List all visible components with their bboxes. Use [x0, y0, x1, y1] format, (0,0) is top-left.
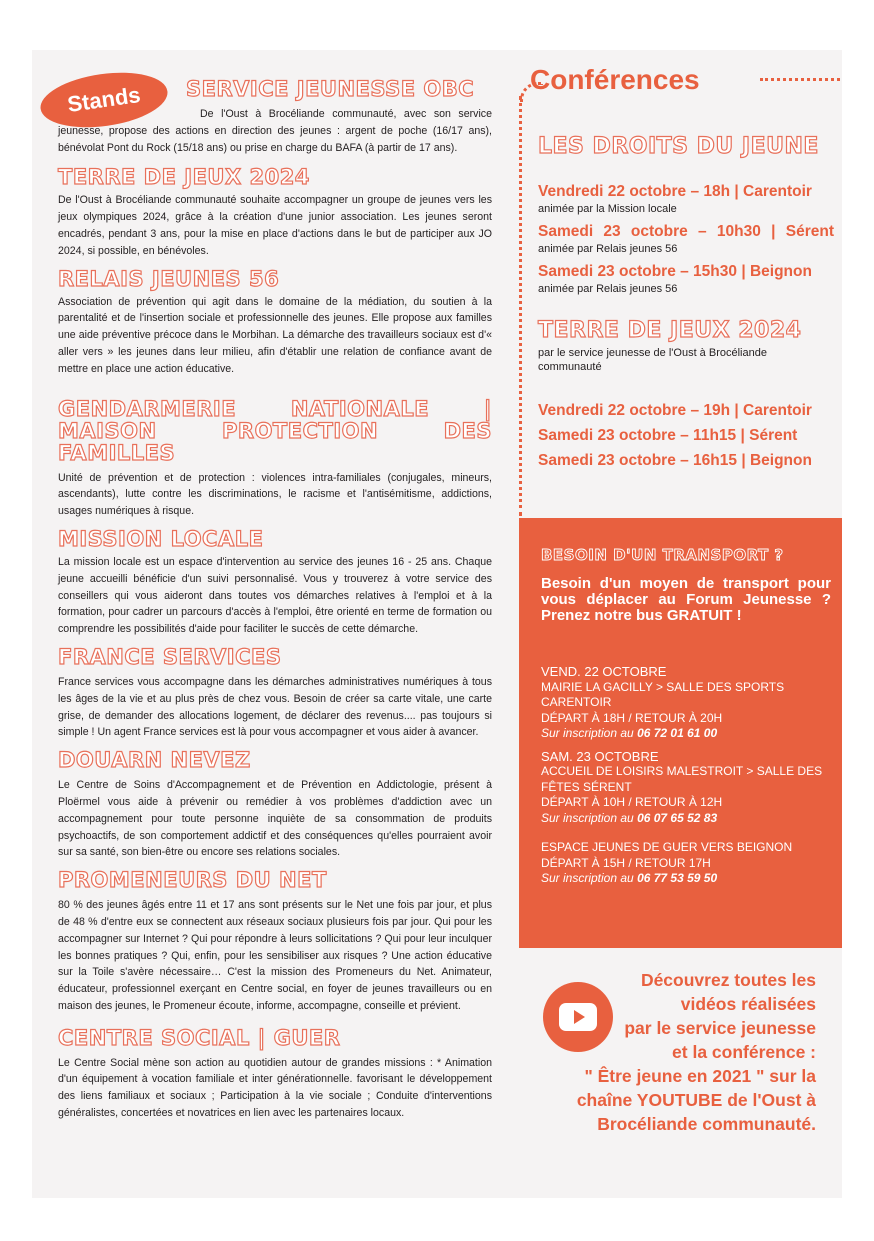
section-text: 80 % des jeunes âgés entre 11 et 17 ans sont présents sur le Net une fois par jour, et plus de 48 % d'entre eux se connectent aux réseaux sociaux plusieurs fois par jour. Qui pour les accompagner sur Internet ? Qui pour répondre à leurs sollicitations ? Qui pour leur inculquer les bonnes pratiques ? Qui, enfin, pour les sensibiliser aux risques ? Une action éducative sur la Toile s'avère nécessaire… C'est la mission des Promeneurs du Net. Animateur, éducateur, professionnel exerçant en Centre social, en foyer de jeunes travailleurs ou en maison des jeunes, le Promeneur écoute, informe, accompagne, conseille et prévient.: [58, 899, 492, 1012]
conference-event: Vendredi 22 octobre – 18h | Carentoir: [538, 183, 812, 200]
conference-subtitle: par le service jeunesse de l'Oust à Brocéliande communauté: [538, 347, 767, 373]
promo-line: par le service jeunesse: [624, 1018, 816, 1038]
trip-times: DÉPART À 10H / RETOUR À 12H: [541, 795, 723, 809]
section-text: Association de prévention qui agit dans le domaine de la médiation, du soutien à la parentalité et de l'insertion sociale et professionnelle des jeunes. Elle propose aux familles une aide préventive précoce dans le Morbihan. La démarche des travailleurs sociaux est d'« aller vers » les jeunes dans leur milieu, afin d'établir une relation de confiance avant de mettre en place une action éducative.: [58, 295, 492, 375]
section-title: GENDARMERIE NATIONALE | MAISON PROTECTION DES FAMILLES: [58, 396, 492, 465]
trip-registration: [541, 726, 836, 742]
conference-event: Samedi 23 octobre – 15h30 | Beignon: [538, 263, 812, 280]
trip-times: DÉPART À 18H / RETOUR À 20H: [541, 710, 723, 725]
stands-column: [58, 78, 492, 1122]
section-text: De l'Oust à Brocéliande communauté souhaite accompagner un groupe de jeunes vers les jeux olympiques 2024, grâce à la création d'une junior association. Les jeunes seront encadrés, pendant 3 ans, pour la mise en place d'actions dans le but de participer aux JO 2024, si possible, en bénévoles.: [58, 194, 492, 257]
conference-host: animée par Relais jeunes 56: [538, 283, 678, 295]
transport-title: BESOIN D'UN TRANSPORT ?: [541, 546, 784, 564]
trip-registration-label: Sur inscription au: [541, 871, 634, 885]
conference-event: Vendredi 22 octobre – 19h | Carentoir: [538, 402, 812, 419]
section-text: Le Centre Social mène son action au quotidien autour de grandes missions : * Animation d'un équipement à vocation familiale et inter générationnelle. favorisant le développement des liens familiaux et sociaux ; Participation à la vie sociale ; Conduite d'interventions généralistes, concertées et novatrices en lien avec les partenaires locaux.: [58, 1056, 492, 1120]
trip-registration-label: Sur inscription au: [541, 726, 634, 740]
trip-day: SAM. 23 OCTOBRE: [541, 748, 659, 764]
conferences-column: [538, 136, 834, 473]
section-title: DOUARN NEVEZ: [58, 748, 251, 773]
promo-line: Brocéliande communauté.: [597, 1114, 816, 1134]
stands-label: Stands: [65, 82, 142, 117]
trip-registration: [541, 811, 836, 827]
promo-line: et la conférence :: [672, 1042, 816, 1062]
promo-line: " Être jeune en 2021 " sur la: [584, 1066, 816, 1086]
conference-title: LES DROITS DU JEUNE: [538, 134, 819, 159]
trip-route: MAIRIE LA GACILLY > SALLE DES SPORTS CARENTOIR: [541, 679, 785, 709]
conference-title: TERRE DE JEUX 2024: [538, 318, 802, 343]
transport-trip-friday: [541, 664, 836, 742]
dotted-line: [760, 78, 840, 81]
section-title: SERVICE JEUNESSE OBC: [186, 77, 475, 101]
trip-phone[interactable]: 06 77 53 59 50: [637, 871, 718, 885]
conference-event: Samedi 23 octobre – 11h15 | Sérent: [538, 427, 798, 444]
trip-registration: [541, 871, 836, 887]
section-text: Le Centre de Soins d'Accompagnement et de Prévention en Addictologie, présent à Ploërmel vous aide à prévenir ou remédier à vos problèmes d'addiction avec un accompagnement pour toute personne inquiète de sa consommation de produits psychoactifs, de son comportement addictif et des conséquences qu'elles pourraient avoir sur sa santé, son bien-être ou encore ses relations sociales.: [58, 779, 492, 859]
transport-schedule: [541, 664, 836, 894]
section-text: De l'Oust à Brocéliande communauté, avec son service jeunesse, propose des actions en direction des jeunes : argent de poche (16/17 ans), bénévolat Pont du Rock (15/18 ans) ou prise en charge du BAFA (à partir de 17 ans).: [58, 108, 492, 154]
transport-trip-guer: [541, 840, 836, 887]
trip-route: ESPACE JEUNES DE GUER VERS BEIGNON: [541, 840, 793, 854]
conference-event: Samedi 23 octobre – 16h15 | Beignon: [538, 452, 812, 469]
trip-route: ACCUEIL DE LOISIRS MALESTROIT > SALLE DES FÊTES SÉRENT: [541, 764, 823, 794]
section-text: La mission locale est un espace d'intervention au service des jeunes 16 - 25 ans. Chaque jeune accueilli bénéficie d'un suivi personnalisé. Vous y trouverez à votre service des conseillers qui vous aideront dans toutes vos démarches relatives à l'emploi et à la formation, pour cadrer un parcours d'accès à l'emploi, être orienté en terme de formation ou comprendre les possibilités d'aide pour faciliter le succès de cette démarche.: [58, 555, 492, 636]
trip-registration-label: Sur inscription au: [541, 810, 634, 825]
dotted-line: [519, 96, 522, 516]
section-title: CENTRE SOCIAL | GUER: [58, 1025, 341, 1050]
section-title: RELAIS JEUNES 56: [58, 266, 280, 291]
transport-box: [519, 518, 842, 948]
section-title: TERRE DE JEUX 2024: [58, 165, 310, 190]
promo-line: Découvrez toutes les: [640, 970, 816, 990]
section-title: MISSION LOCALE: [58, 526, 264, 551]
conference-event: Samedi 23 octobre – 10h30 | Sérent: [538, 223, 834, 240]
conference-host: animée par Relais jeunes 56: [538, 243, 678, 255]
promo-line: chaîne YOUTUBE de l'Oust à: [576, 1090, 816, 1110]
section-title: PROMENEURS DU NET: [58, 868, 327, 893]
transport-intro: Besoin d'un moyen de transport pour vous déplacer au Forum Jeunesse ? Prenez notre bus GRATUIT !: [541, 575, 831, 624]
trip-day: VEND. 22 OCTOBRE: [541, 664, 667, 679]
trip-times: DÉPART À 15H / RETOUR 17H: [541, 855, 711, 870]
conferences-header: Conférences: [530, 64, 700, 95]
transport-trip-saturday: [541, 749, 836, 827]
youtube-promo: [560, 968, 816, 1136]
section-text: France services vous accompagne dans les démarches administratives numériques à tous les âges de la vie et au plus près de chez vous. Besoin de créer sa carte vitale, une carte grise, de demander des allocations logement, de déclarer des revenus.... pas toujours si simple ! Un agent France services est là pour vous accompagner et vous aider à avancer.: [58, 675, 492, 739]
section-text: Unité de prévention et de protection : violences intra-familiales (conjugales, mineurs, ascendants), lutte contre les discriminations, le racisme et l'antisémitisme, addictions, usages numériques à risque.: [58, 471, 492, 518]
conference-host: animée par la Mission locale: [538, 203, 677, 215]
trip-phone[interactable]: 06 72 01 61 00: [637, 726, 718, 740]
promo-line: vidéos réalisées: [680, 994, 816, 1014]
section-title: FRANCE SERVICES: [58, 644, 282, 669]
section-service-jeunesse: [58, 78, 492, 100]
trip-phone[interactable]: 06 07 65 52 83: [637, 810, 718, 825]
